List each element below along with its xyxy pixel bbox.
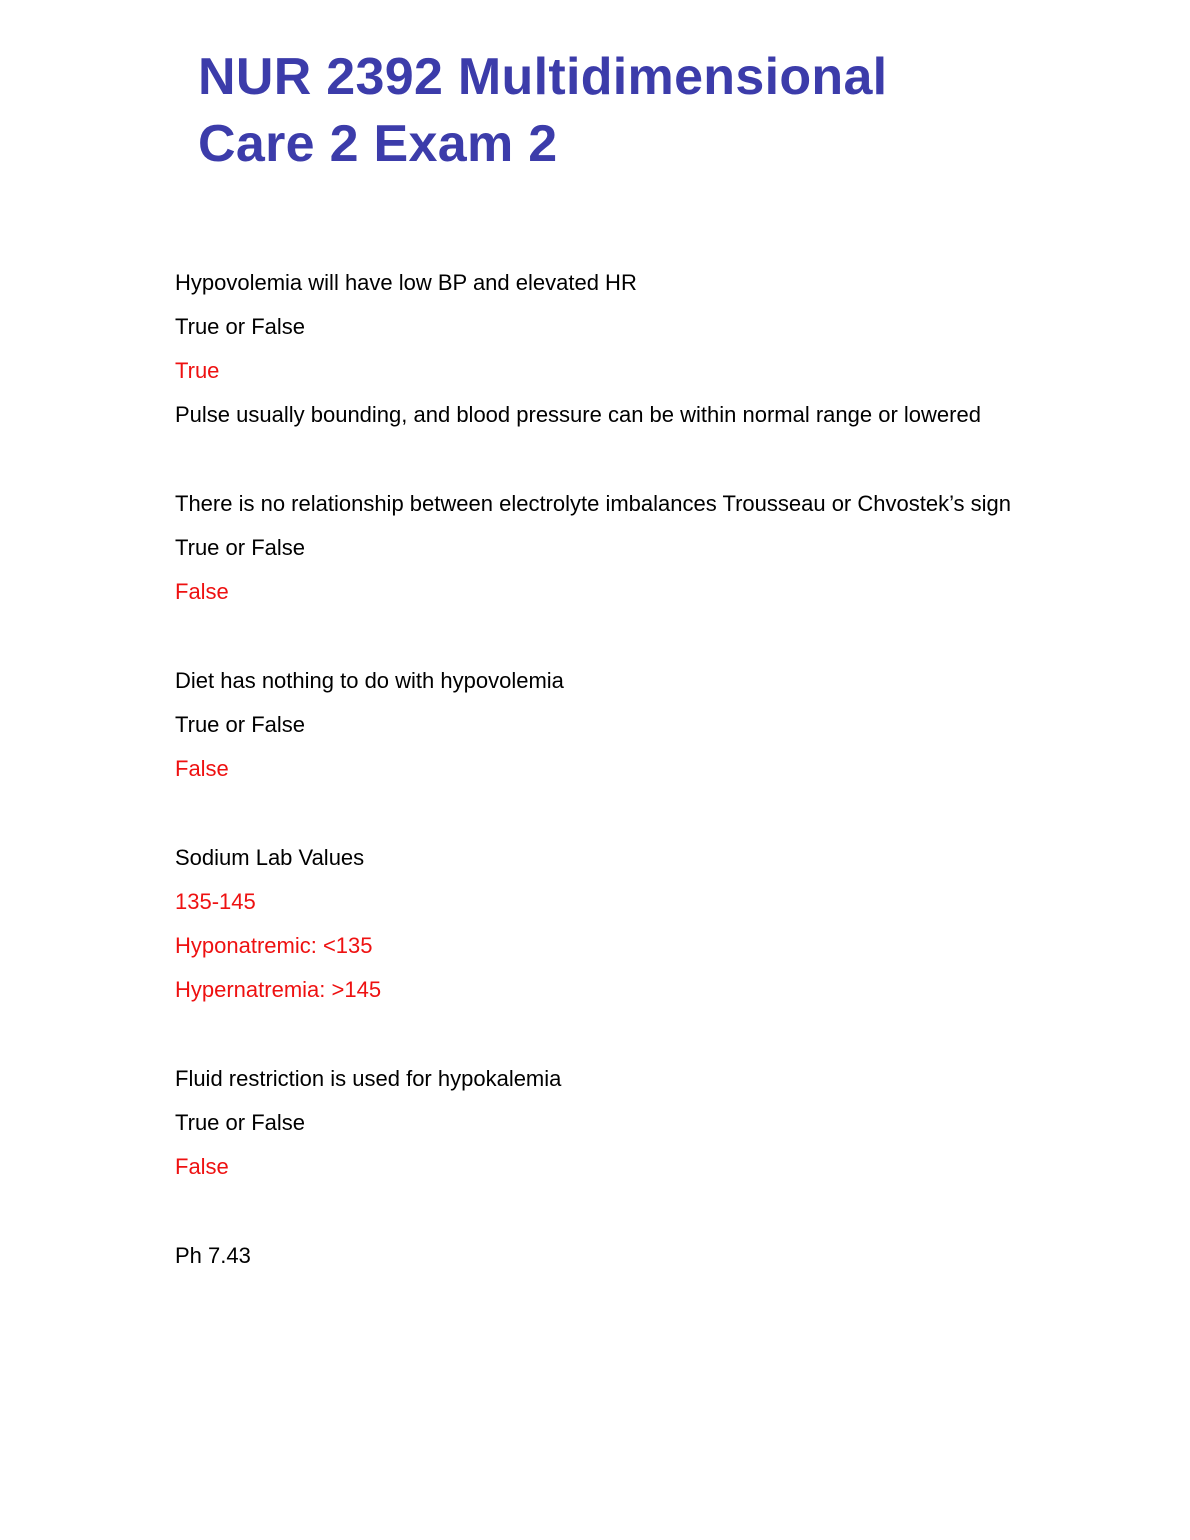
answer-text: False xyxy=(175,579,229,604)
qa-block-ph xyxy=(175,1241,1035,1270)
qa-block-electrolyte-signs xyxy=(175,489,1035,606)
answer-text: False xyxy=(175,756,229,781)
title-line-2: Care 2 Exam 2 xyxy=(198,115,558,173)
qa-block-fluid-restriction xyxy=(175,1064,1035,1181)
document-title xyxy=(198,44,1098,178)
true-false-prompt: True or False xyxy=(175,1110,306,1135)
answer-hypernatremia: Hypernatremia: >145 xyxy=(175,977,382,1002)
question-text: Diet has nothing to do with hypovolemia xyxy=(175,668,564,693)
qa-block-sodium-lab-values xyxy=(175,843,1035,1004)
qa-block-diet-hypovolemia xyxy=(175,666,1035,783)
question-text: Hypovolemia will have low BP and elevated HR xyxy=(175,270,637,295)
answer-text: False xyxy=(175,1154,229,1179)
question-text: Sodium Lab Values xyxy=(175,845,365,870)
answer-normal-range: 135-145 xyxy=(175,889,256,914)
question-text: Ph 7.43 xyxy=(175,1243,251,1268)
true-false-prompt: True or False xyxy=(175,712,306,737)
question-text: There is no relationship between electrolyte imbalances Trousseau or Chvostek’s sign xyxy=(175,491,1012,516)
document-body xyxy=(175,268,1035,1270)
true-false-prompt: True or False xyxy=(175,535,306,560)
true-false-prompt: True or False xyxy=(175,314,306,339)
answer-text: True xyxy=(175,358,220,383)
question-text: Fluid restriction is used for hypokalemia xyxy=(175,1066,562,1091)
qa-block-hypovolemia-bp xyxy=(175,268,1035,429)
answer-hyponatremic: Hyponatremic: <135 xyxy=(175,933,373,958)
explanation-note: Pulse usually bounding, and blood pressure can be within normal range or lowered xyxy=(175,402,981,427)
title-line-1: NUR 2392 Multidimensional xyxy=(198,48,888,106)
